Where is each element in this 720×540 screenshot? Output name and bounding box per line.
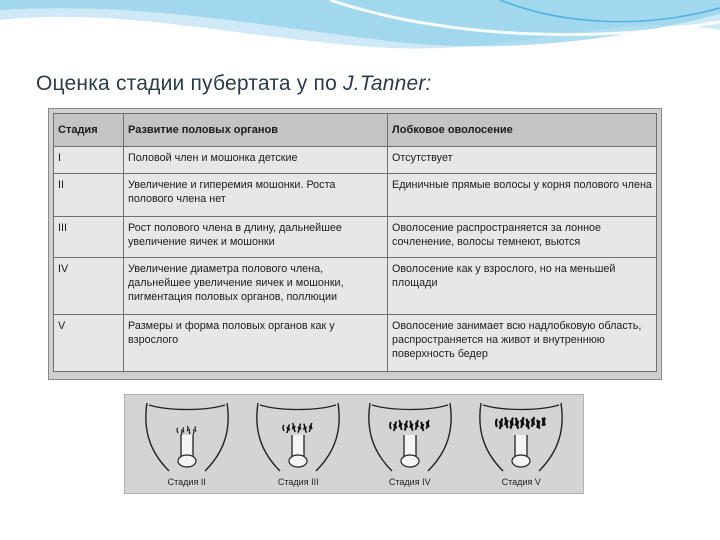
table-row: [54, 217, 657, 258]
pubic-hair-stroke: [193, 430, 194, 435]
hair-cell: Оволосение распространяется за лонное сочленение, волосы темнеют, вьются: [388, 217, 657, 258]
scrotum-shape: [178, 455, 196, 467]
scrotum-shape: [401, 455, 419, 467]
organs-cell: Увеличение диаметра полового члена, дальнейшее увеличение яичек и мошонки, пигментация половых органов, поллюции: [124, 258, 388, 315]
pubic-hair-stroke: [411, 424, 412, 431]
hair-cell: Единичные прямые волосы у корня полового члена: [388, 174, 657, 217]
waist-line: [149, 405, 225, 410]
pubic-hair-stroke: [289, 424, 290, 430]
pubic-hair-stroke: [311, 423, 312, 429]
pubic-hair-stroke: [544, 418, 545, 426]
organs-cell: Рост полового члена в длину, дальнейшее увеличение яичек и мошонки: [124, 217, 388, 258]
stage-caption: Стадия IV: [388, 477, 431, 487]
pubic-hair-stroke: [512, 418, 513, 426]
pubic-hair-stroke: [422, 424, 423, 431]
waist-line: [483, 405, 559, 410]
pubic-hair-stroke: [428, 420, 429, 427]
pubic-hair-stroke: [406, 421, 407, 428]
table-row: [54, 258, 657, 315]
pubic-hair-stroke: [534, 417, 535, 425]
pubic-hair-stroke: [177, 428, 178, 433]
pubic-hair-stroke: [304, 424, 305, 430]
header-wave-decoration: [0, 0, 720, 62]
pubic-hair-stroke: [283, 425, 284, 431]
pubic-hair-stroke: [298, 427, 299, 433]
tanner-stages-table: [53, 113, 657, 372]
slide-title: [36, 72, 432, 96]
table-row: [54, 174, 657, 217]
slide-title-prefix: Оценка стадии пубертата у по: [36, 72, 343, 95]
pubic-hair-stroke: [518, 421, 519, 429]
pubic-hair-stroke: [507, 420, 508, 428]
stage-drawing: [139, 399, 235, 475]
table-header-row: [54, 114, 657, 147]
pubic-hair-stroke: [496, 419, 497, 427]
stage-cell: III: [54, 217, 124, 258]
stage-figure: [471, 399, 571, 487]
stage-cell: IV: [54, 258, 124, 315]
pubic-hair-stroke: [183, 427, 184, 432]
pubic-hair-stroke: [293, 423, 294, 429]
pubic-hair-stroke: [195, 427, 196, 432]
organs-cell: Увеличение и гиперемия мошонки. Роста полового члена нет: [124, 174, 388, 217]
table-row: [54, 315, 657, 372]
pubic-hair-stroke: [523, 417, 524, 425]
waist-line: [372, 405, 448, 410]
stage-cell: I: [54, 147, 124, 174]
scrotum-shape: [289, 455, 307, 467]
stage-cell: II: [54, 174, 124, 217]
hair-cell: Отсутствует: [388, 147, 657, 174]
pubic-hair-stroke: [181, 430, 182, 435]
pubic-hair-stroke: [187, 426, 188, 431]
pubic-hair-stroke: [294, 426, 295, 432]
pubic-hair-stroke: [189, 429, 190, 434]
organs-cell: Размеры и форма половых органов как у взрослого: [124, 315, 388, 372]
table-row: [54, 147, 657, 174]
pubic-hair-stroke: [300, 424, 301, 430]
stage-drawing: [250, 399, 346, 475]
organs-cell: Половой член и мошонка детские: [124, 147, 388, 174]
tanner-table-image: [48, 108, 662, 380]
pubic-hair-stroke: [528, 421, 529, 429]
pubic-hair-stroke: [502, 418, 503, 426]
waist-line: [260, 405, 336, 410]
stage-drawing: [473, 399, 569, 475]
pubic-hair-stroke: [390, 422, 391, 429]
hair-cell: Оволосение занимает всю надлобковую область, распространяется на живот и внутреннюю поверхность бедер: [388, 315, 657, 372]
header-hair: Лобковое оволосение: [388, 114, 657, 147]
header-organs: Развитие половых органов: [124, 114, 388, 147]
pubic-hair-stroke: [395, 421, 396, 428]
stage-cell: V: [54, 315, 124, 372]
scrotum-shape: [512, 455, 530, 467]
slide-title-author: J.Tanner:: [343, 72, 432, 95]
stage-figure: [248, 399, 348, 487]
pubic-hair-stroke: [306, 427, 307, 433]
stage-drawing: [362, 399, 458, 475]
hair-cell: Оволосение как у взрослого, но на меньшей площади: [388, 258, 657, 315]
pubic-hair-stroke: [401, 423, 402, 430]
stage-caption: Стадия III: [277, 477, 319, 487]
tanner-stage-drawings: [124, 394, 584, 494]
stage-caption: Стадия V: [501, 477, 541, 487]
header-stage: Стадия: [54, 114, 124, 147]
stage-caption: Стадия II: [167, 477, 206, 487]
pubic-hair-stroke: [287, 427, 288, 433]
stage-figure: [360, 399, 460, 487]
pubic-hair-stroke: [417, 420, 418, 427]
pubic-hair-stroke: [539, 421, 540, 429]
pubic-hair-stroke: [309, 426, 310, 432]
stage-figure: [137, 399, 237, 487]
